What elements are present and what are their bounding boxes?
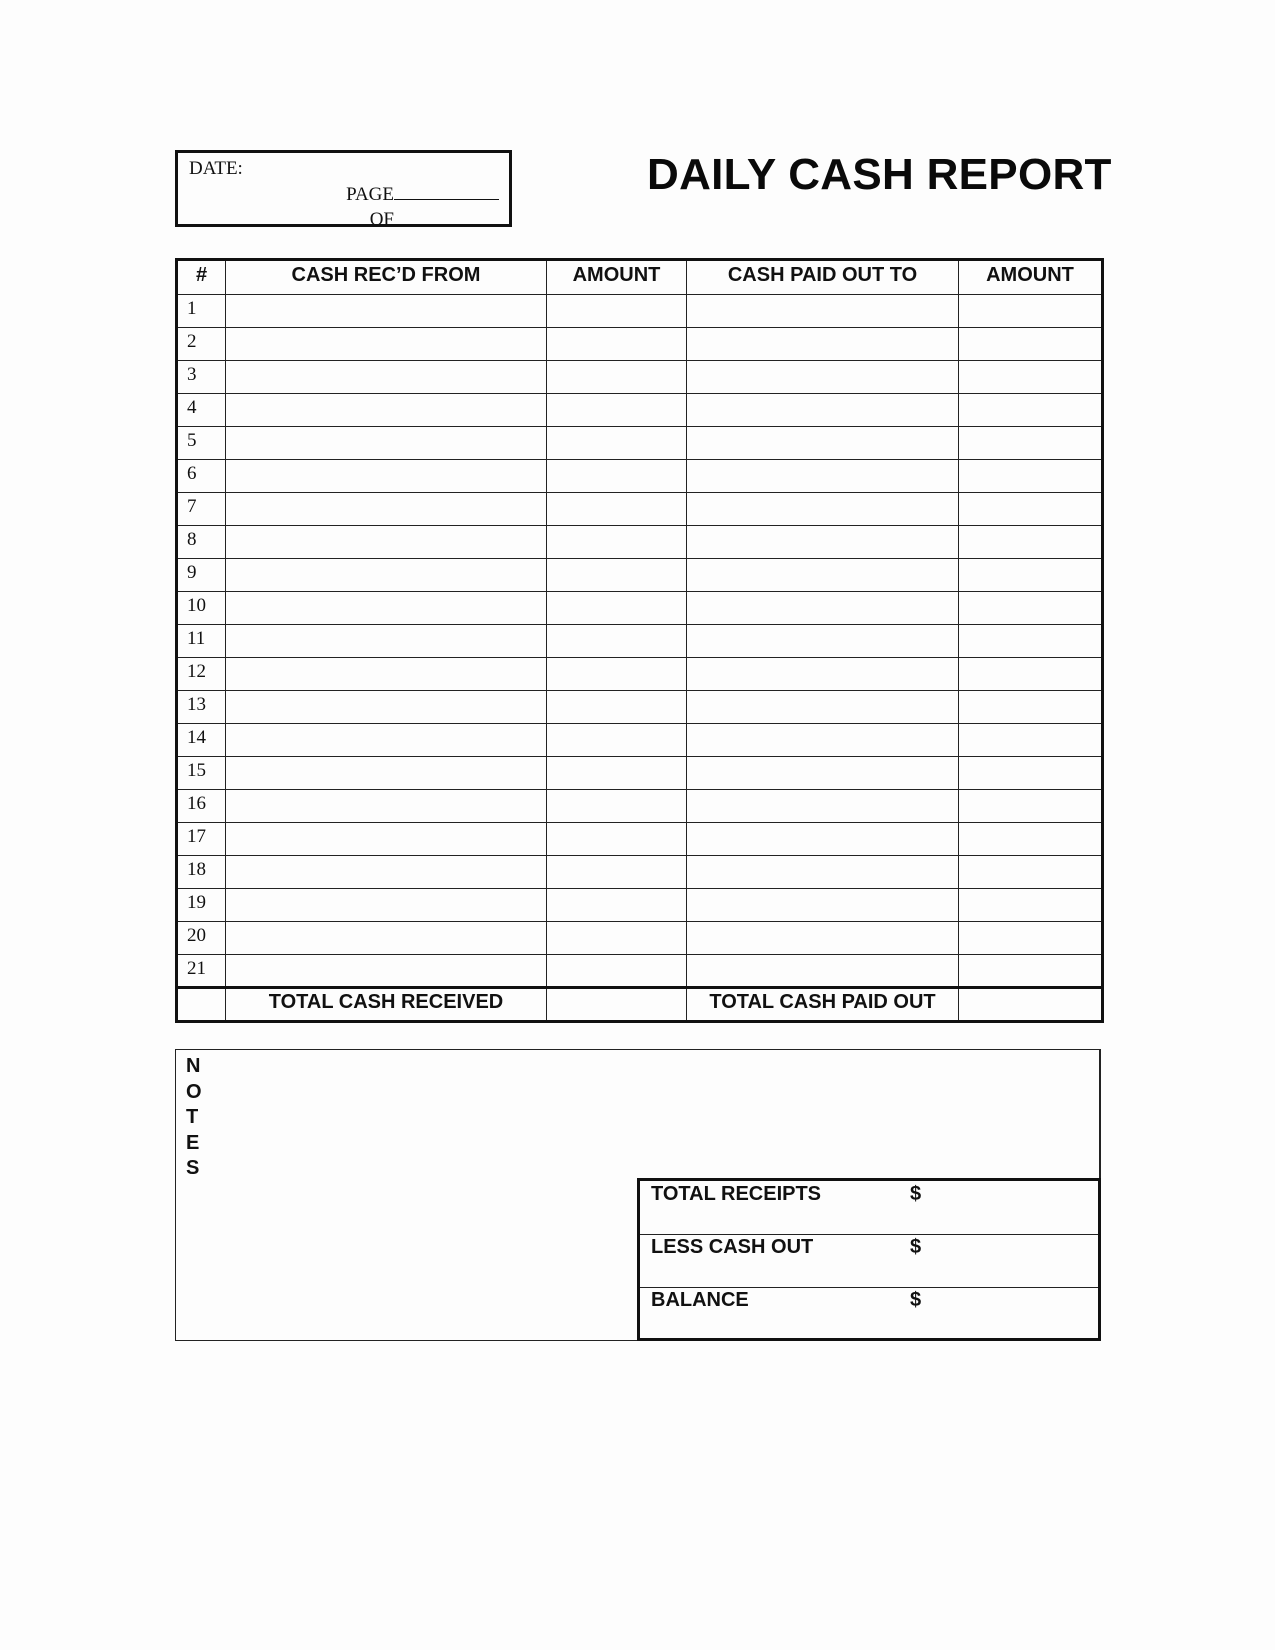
cash-received-from-cell[interactable] xyxy=(226,889,547,922)
amount-received-cell[interactable] xyxy=(547,691,687,724)
cash-paid-out-to-cell[interactable] xyxy=(687,493,959,526)
total-receipts-label: TOTAL RECEIPTS xyxy=(651,1183,822,1205)
table-row xyxy=(177,526,1103,559)
notes-letter: O xyxy=(186,1080,202,1103)
cash-paid-out-to-cell[interactable] xyxy=(687,625,959,658)
amount-received-cell[interactable] xyxy=(547,790,687,823)
cash-received-from-cell[interactable] xyxy=(226,790,547,823)
table-row xyxy=(177,823,1103,856)
page-label: PAGE xyxy=(346,184,394,205)
cash-received-from-cell[interactable] xyxy=(226,724,547,757)
summary-row-balance xyxy=(640,1287,1098,1338)
row-number: 21 xyxy=(177,955,226,988)
table-row xyxy=(177,889,1103,922)
cash-received-from-cell[interactable] xyxy=(226,559,547,592)
dollar-sign: $ xyxy=(910,1183,922,1205)
amount-received-cell[interactable] xyxy=(547,757,687,790)
page-title: DAILY CASH REPORT xyxy=(647,150,1112,199)
cash-paid-out-to-cell[interactable] xyxy=(687,823,959,856)
row-number: 14 xyxy=(177,724,226,757)
column-header-cash-received-from: CASH REC’D FROM xyxy=(226,260,547,295)
table-row xyxy=(177,295,1103,328)
cash-paid-out-to-cell[interactable] xyxy=(687,889,959,922)
table-row xyxy=(177,625,1103,658)
cash-paid-out-to-cell[interactable] xyxy=(687,790,959,823)
amount-paid-cell[interactable] xyxy=(959,955,1103,988)
amount-received-cell[interactable] xyxy=(547,361,687,394)
row-number: 8 xyxy=(177,526,226,559)
table-row xyxy=(177,955,1103,988)
cash-paid-out-to-cell[interactable] xyxy=(687,427,959,460)
cash-received-from-cell[interactable] xyxy=(226,295,547,328)
amount-paid-cell[interactable] xyxy=(959,856,1103,889)
amount-received-cell[interactable] xyxy=(547,427,687,460)
table-row xyxy=(177,493,1103,526)
of-blank-line[interactable] xyxy=(394,208,499,225)
notes-letter: S xyxy=(186,1157,200,1179)
cash-paid-out-to-cell[interactable] xyxy=(687,955,959,988)
table-row xyxy=(177,790,1103,823)
amount-received-cell[interactable] xyxy=(547,526,687,559)
amount-received-cell[interactable] xyxy=(547,493,687,526)
row-number: 7 xyxy=(177,493,226,526)
amount-received-cell[interactable] xyxy=(547,460,687,493)
amount-paid-cell[interactable] xyxy=(959,757,1103,790)
row-number: 16 xyxy=(177,790,226,823)
cash-received-from-cell[interactable] xyxy=(226,691,547,724)
totals-number-cell xyxy=(177,988,226,1022)
table-row xyxy=(177,691,1103,724)
date-label: DATE: xyxy=(189,158,243,179)
amount-received-cell[interactable] xyxy=(547,922,687,955)
row-number: 4 xyxy=(177,394,226,427)
amount-paid-cell[interactable] xyxy=(959,790,1103,823)
cash-paid-out-to-cell[interactable] xyxy=(687,295,959,328)
cash-received-from-cell[interactable] xyxy=(226,394,547,427)
row-number: 2 xyxy=(177,328,226,361)
amount-received-cell[interactable] xyxy=(547,328,687,361)
table-row xyxy=(177,757,1103,790)
amount-received-cell[interactable] xyxy=(547,856,687,889)
row-number: 18 xyxy=(177,856,226,889)
cash-paid-out-to-cell[interactable] xyxy=(687,724,959,757)
total-cash-paid-out-amount[interactable] xyxy=(959,988,1103,1022)
cash-received-from-cell[interactable] xyxy=(226,625,547,658)
amount-paid-cell[interactable] xyxy=(959,427,1103,460)
cash-paid-out-to-cell[interactable] xyxy=(687,559,959,592)
cash-paid-out-to-cell[interactable] xyxy=(687,361,959,394)
amount-received-cell[interactable] xyxy=(547,955,687,988)
row-number: 20 xyxy=(177,922,226,955)
summary-row-total-receipts xyxy=(640,1181,1098,1235)
amount-paid-cell[interactable] xyxy=(959,493,1103,526)
amount-paid-cell[interactable] xyxy=(959,295,1103,328)
cash-paid-out-to-cell[interactable] xyxy=(687,922,959,955)
notes-letter: E xyxy=(186,1131,200,1154)
row-number: 13 xyxy=(177,691,226,724)
cash-received-from-cell[interactable] xyxy=(226,856,547,889)
amount-paid-cell[interactable] xyxy=(959,724,1103,757)
table-row xyxy=(177,922,1103,955)
row-number: 19 xyxy=(177,889,226,922)
amount-paid-cell[interactable] xyxy=(959,559,1103,592)
dollar-sign: $ xyxy=(910,1236,922,1258)
cash-received-from-cell[interactable] xyxy=(226,427,547,460)
row-number: 9 xyxy=(177,559,226,592)
column-header-number: # xyxy=(177,260,226,295)
balance-label: BALANCE xyxy=(651,1289,749,1311)
cash-paid-out-to-cell[interactable] xyxy=(687,856,959,889)
cash-received-from-cell[interactable] xyxy=(226,922,547,955)
cash-received-from-cell[interactable] xyxy=(226,592,547,625)
amount-received-cell[interactable] xyxy=(547,889,687,922)
notes-letter: N xyxy=(186,1055,201,1077)
amount-received-cell[interactable] xyxy=(547,394,687,427)
table-row xyxy=(177,559,1103,592)
amount-paid-cell[interactable] xyxy=(959,625,1103,658)
total-cash-paid-out-label: TOTAL CASH PAID OUT xyxy=(687,988,959,1022)
dollar-sign: $ xyxy=(910,1289,922,1311)
table-row xyxy=(177,394,1103,427)
cash-received-from-cell[interactable] xyxy=(226,526,547,559)
column-header-amount-paid: AMOUNT xyxy=(959,260,1103,295)
cash-paid-out-to-cell[interactable] xyxy=(687,526,959,559)
row-number: 12 xyxy=(177,658,226,691)
total-cash-received-label: TOTAL CASH RECEIVED xyxy=(226,988,547,1022)
less-cash-out-input[interactable] xyxy=(930,1236,1092,1276)
table-row xyxy=(177,724,1103,757)
balance-input[interactable] xyxy=(930,1289,1092,1329)
amount-paid-cell[interactable] xyxy=(959,658,1103,691)
amount-paid-cell[interactable] xyxy=(959,889,1103,922)
amount-paid-cell[interactable] xyxy=(959,823,1103,856)
row-number: 6 xyxy=(177,460,226,493)
amount-paid-cell[interactable] xyxy=(959,592,1103,625)
cash-paid-out-to-cell[interactable] xyxy=(687,394,959,427)
table-row xyxy=(177,856,1103,889)
row-number: 17 xyxy=(177,823,226,856)
cash-paid-out-to-cell[interactable] xyxy=(687,658,959,691)
cash-received-from-cell[interactable] xyxy=(226,658,547,691)
table-header-row xyxy=(177,260,1103,295)
notes-label xyxy=(186,1054,206,1182)
of-label: OF xyxy=(369,209,394,230)
table-row xyxy=(177,460,1103,493)
amount-received-cell[interactable] xyxy=(547,592,687,625)
row-number: 1 xyxy=(177,295,226,328)
amount-received-cell[interactable] xyxy=(547,559,687,592)
notes-letter: T xyxy=(186,1106,199,1128)
totals-row xyxy=(177,988,1103,1022)
cash-paid-out-to-cell[interactable] xyxy=(687,592,959,625)
cash-paid-out-to-cell[interactable] xyxy=(687,691,959,724)
table-row xyxy=(177,361,1103,394)
cash-received-from-cell[interactable] xyxy=(226,328,547,361)
cash-paid-out-to-cell[interactable] xyxy=(687,460,959,493)
row-number: 3 xyxy=(177,361,226,394)
less-cash-out-label: LESS CASH OUT xyxy=(651,1236,814,1258)
row-number: 10 xyxy=(177,592,226,625)
table-row xyxy=(177,592,1103,625)
column-header-cash-paid-out-to: CASH PAID OUT TO xyxy=(687,260,959,295)
summary-box xyxy=(637,1178,1101,1341)
table-row xyxy=(177,328,1103,361)
amount-received-cell[interactable] xyxy=(547,658,687,691)
cash-received-from-cell[interactable] xyxy=(226,955,547,988)
amount-paid-cell[interactable] xyxy=(959,394,1103,427)
page-field[interactable] xyxy=(346,183,499,206)
of-field[interactable] xyxy=(370,208,499,231)
amount-received-cell[interactable] xyxy=(547,823,687,856)
row-number: 15 xyxy=(177,757,226,790)
cash-table xyxy=(175,258,1104,1023)
amount-paid-cell[interactable] xyxy=(959,526,1103,559)
notes-input[interactable] xyxy=(216,1054,1091,1174)
page-blank-line[interactable] xyxy=(394,183,499,200)
column-header-amount-received: AMOUNT xyxy=(547,260,687,295)
amount-paid-cell[interactable] xyxy=(959,691,1103,724)
cash-received-from-cell[interactable] xyxy=(226,757,547,790)
summary-row-less-cash-out xyxy=(640,1234,1098,1288)
total-receipts-input[interactable] xyxy=(930,1183,1092,1223)
cash-received-from-cell[interactable] xyxy=(226,460,547,493)
cash-paid-out-to-cell[interactable] xyxy=(687,328,959,361)
table-row xyxy=(177,427,1103,460)
row-number: 5 xyxy=(177,427,226,460)
amount-paid-cell[interactable] xyxy=(959,922,1103,955)
amount-received-cell[interactable] xyxy=(547,295,687,328)
cash-received-from-cell[interactable] xyxy=(226,493,547,526)
amount-paid-cell[interactable] xyxy=(959,328,1103,361)
date-page-box xyxy=(175,150,512,230)
table-row xyxy=(177,658,1103,691)
row-number: 11 xyxy=(177,625,226,658)
amount-received-cell[interactable] xyxy=(547,724,687,757)
total-cash-received-amount[interactable] xyxy=(547,988,687,1022)
cash-received-from-cell[interactable] xyxy=(226,361,547,394)
amount-paid-cell[interactable] xyxy=(959,361,1103,394)
amount-paid-cell[interactable] xyxy=(959,460,1103,493)
cash-paid-out-to-cell[interactable] xyxy=(687,757,959,790)
amount-received-cell[interactable] xyxy=(547,625,687,658)
cash-received-from-cell[interactable] xyxy=(226,823,547,856)
